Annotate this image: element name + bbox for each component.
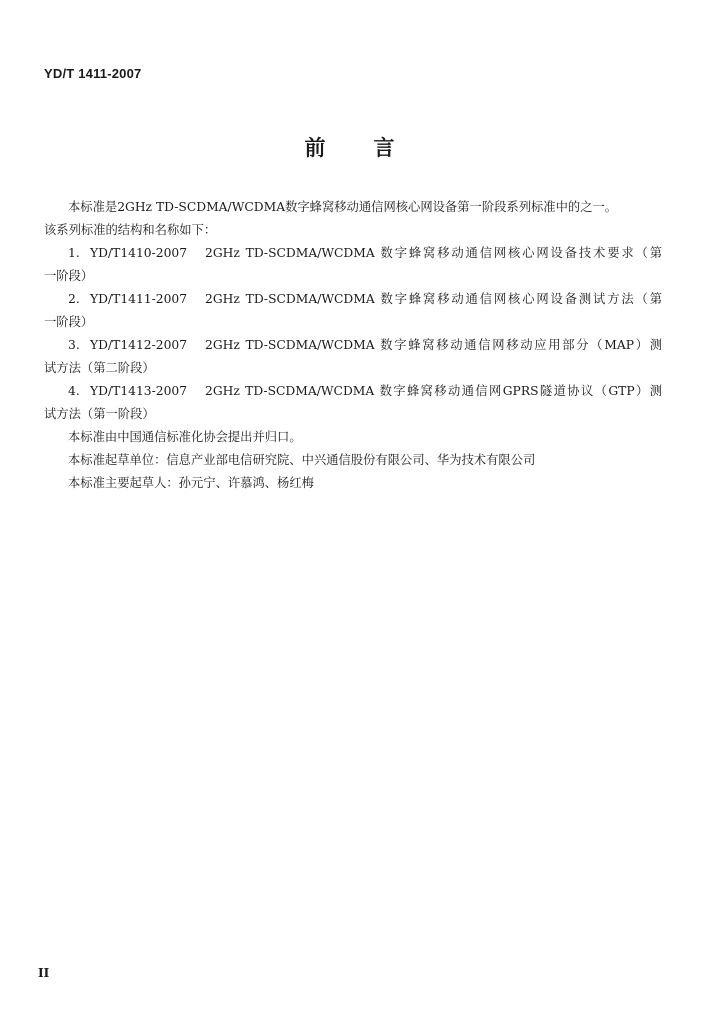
- title-char-1: 前: [304, 135, 328, 160]
- series-item: [44, 242, 662, 265]
- title-char-2: 言: [373, 135, 397, 160]
- series-item-title: 2GHz TD-SCDMA/WCDMA 数字蜂窝移动通信网核心网设备技术要求（第: [205, 246, 662, 260]
- foreword-body: [44, 196, 662, 495]
- intro-line-2: 该系列标准的结构和名称如下：: [44, 223, 217, 237]
- series-item-title: 2GHz TD-SCDMA/WCDMA 数字蜂窝移动通信网核心网设备测试方法（第: [205, 292, 662, 306]
- document-code: YD/T 1411-2007: [44, 66, 142, 81]
- series-item-title: 2GHz TD-SCDMA/WCDMA 数字蜂窝移动通信网移动应用部分（MAP）测: [205, 338, 662, 352]
- series-item-number: 2.: [68, 292, 80, 306]
- series-item-title: 2GHz TD-SCDMA/WCDMA 数字蜂窝移动通信网GPRS隧道协议（GTP）测: [205, 384, 662, 398]
- series-item-continuation: 一阶段）: [44, 269, 94, 283]
- series-item-number: 1.: [68, 246, 80, 260]
- series-item-continuation: 试方法（第一阶段）: [44, 407, 155, 421]
- series-item-code: YD/T1412-2007: [90, 338, 188, 352]
- main-drafters: 本标准主要起草人：孙元宁、许慕鸿、杨红梅: [68, 476, 314, 490]
- series-item-code: YD/T1413-2007: [90, 384, 188, 398]
- series-item-continuation: 试方法（第二阶段）: [44, 361, 155, 375]
- series-item-number: 4.: [68, 384, 80, 398]
- page-number: II: [38, 966, 50, 980]
- series-item: [44, 334, 662, 357]
- drafting-units: 本标准起草单位：信息产业部电信研究院、中兴通信股份有限公司、华为技术有限公司: [68, 453, 536, 467]
- series-item-number: 3.: [68, 338, 80, 352]
- series-item-continuation: 一阶段）: [44, 315, 94, 329]
- series-item-code: YD/T1411-2007: [90, 292, 188, 306]
- page-title: [0, 132, 701, 162]
- intro-line-1: 本标准是2GHz TD-SCDMA/WCDMA数字蜂窝移动通信网核心网设备第一阶段系列标准中的之一。: [68, 200, 618, 214]
- series-item: [44, 288, 662, 311]
- series-item: [44, 380, 662, 403]
- series-item-code: YD/T1410-2007: [90, 246, 188, 260]
- proposer-statement: 本标准由中国通信标准化协会提出并归口。: [68, 430, 302, 444]
- series-list: [44, 242, 662, 426]
